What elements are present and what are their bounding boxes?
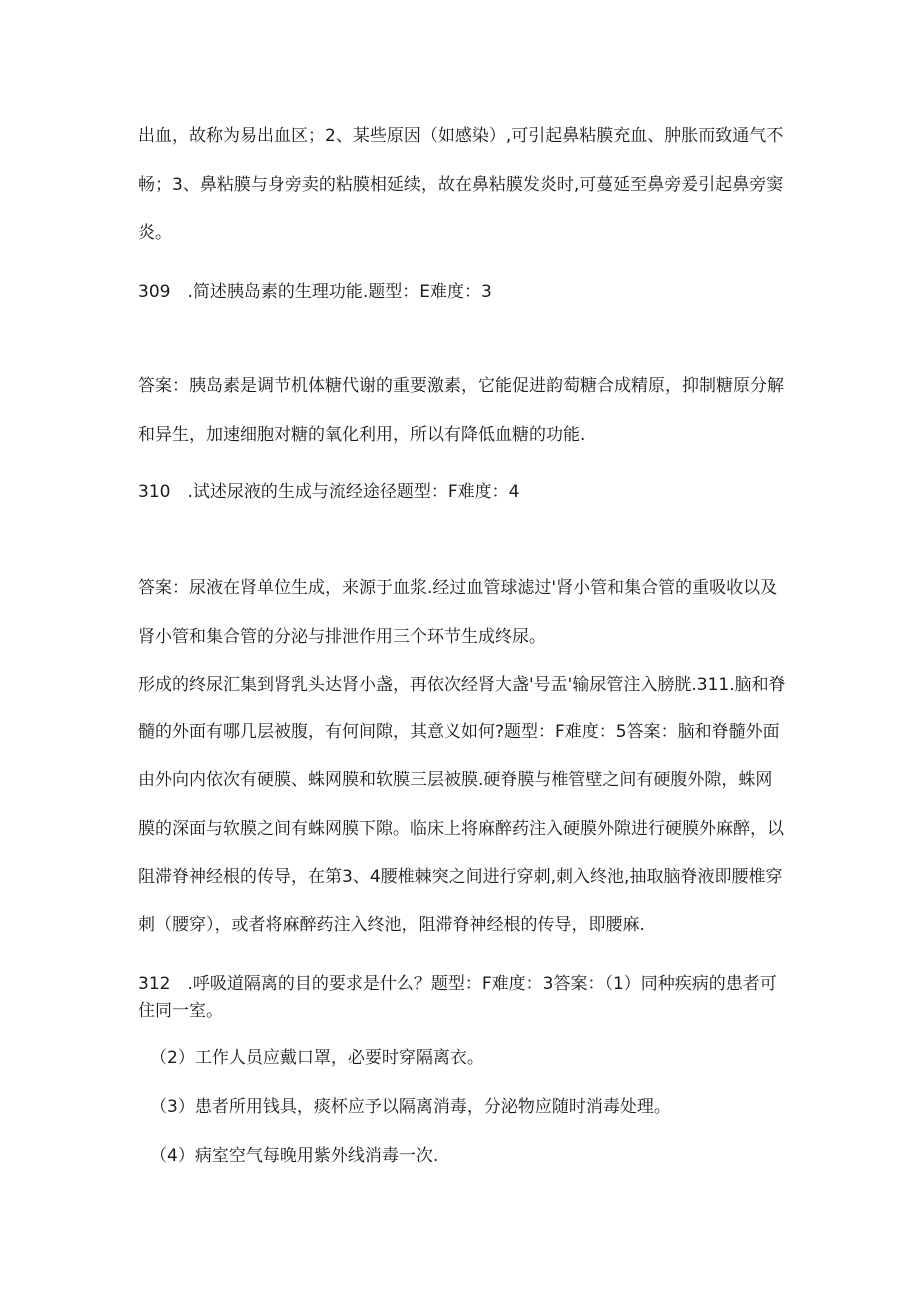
text-line: 住同一室。 (138, 1001, 223, 1021)
question-309: 309 .简述胰岛素的生理功能.题型：E难度：3 (138, 282, 492, 302)
list-item: （2）工作人员应戴口罩，必要时穿隔离衣。 (150, 1048, 484, 1068)
question-311: 髓的外面有哪几层被腹，有何间隙，其意义如何?题型：F难度：5答案：脑和脊髓外面 (138, 722, 780, 742)
text-line: 畅；3、鼻粘膜与身旁卖的粘膜相延续，故在鼻粘膜发炎时,可蔓延至鼻旁爰引起鼻旁窦 (138, 175, 784, 195)
question-312: 312 .呼吸道隔离的目的要求是什么？题型：F难度：3答案：（1）同种疾病的患者可 (138, 974, 777, 994)
text-line: 和异生，加速细胞对糖的氧化利用，所以有降低血糖的功能. (138, 425, 586, 445)
text-line: 出血，故称为易出血区；2、某些原因（如感染）,可引起鼻粘膜充血、肿胀而致通气不 (138, 126, 784, 146)
list-item: （4）病室空气每晚用紫外线消毒一次. (150, 1146, 439, 1166)
text-line: 刺（腰穿），或者将麻醉药注入终池，阻滞脊神经根的传导，即腰麻. (138, 915, 645, 935)
text-line: 阻滞脊神经根的传导，在第3、4腰椎棘突之间进行穿刺,刺入终池,抽取脑脊液即腰椎穿 (138, 867, 783, 887)
text-line: 由外向内依次有硬膜、蛛网膜和软膜三层被膜.硬脊膜与椎管壁之间有硬腹外隙，蛛网 (138, 770, 773, 790)
answer-309: 答案：胰岛素是调节机体糖代谢的重要激素，它能促进韵萄糖合成精原，抑制糖原分解 (138, 376, 784, 396)
text-line: 肾小管和集合管的分泌与排泄作用三个环节生成终尿。 (138, 627, 546, 647)
question-310: 310 .试述尿液的生成与流经途径题型：F难度：4 (138, 482, 520, 502)
text-line: 膜的深面与软膜之间有蛛网膜下隙。临床上将麻醉药注入硬膜外隙进行硬膜外麻醉，以 (138, 819, 784, 839)
text-line: 炎。 (138, 223, 172, 243)
answer-310: 答案：尿液在肾单位生成，来源于血浆.经过血管球滤过'肾小管和集合管的重吸收以及 (138, 578, 778, 598)
list-item: （3）患者所用钱具，痰杯应予以隔离消毒，分泌物应随时消毒处理。 (150, 1097, 671, 1117)
text-line: 形成的终尿汇集到肾乳头达肾小盏，再依次经肾大盏'号盂'输尿管注入膀胱.311.脑和脊 (138, 675, 786, 695)
